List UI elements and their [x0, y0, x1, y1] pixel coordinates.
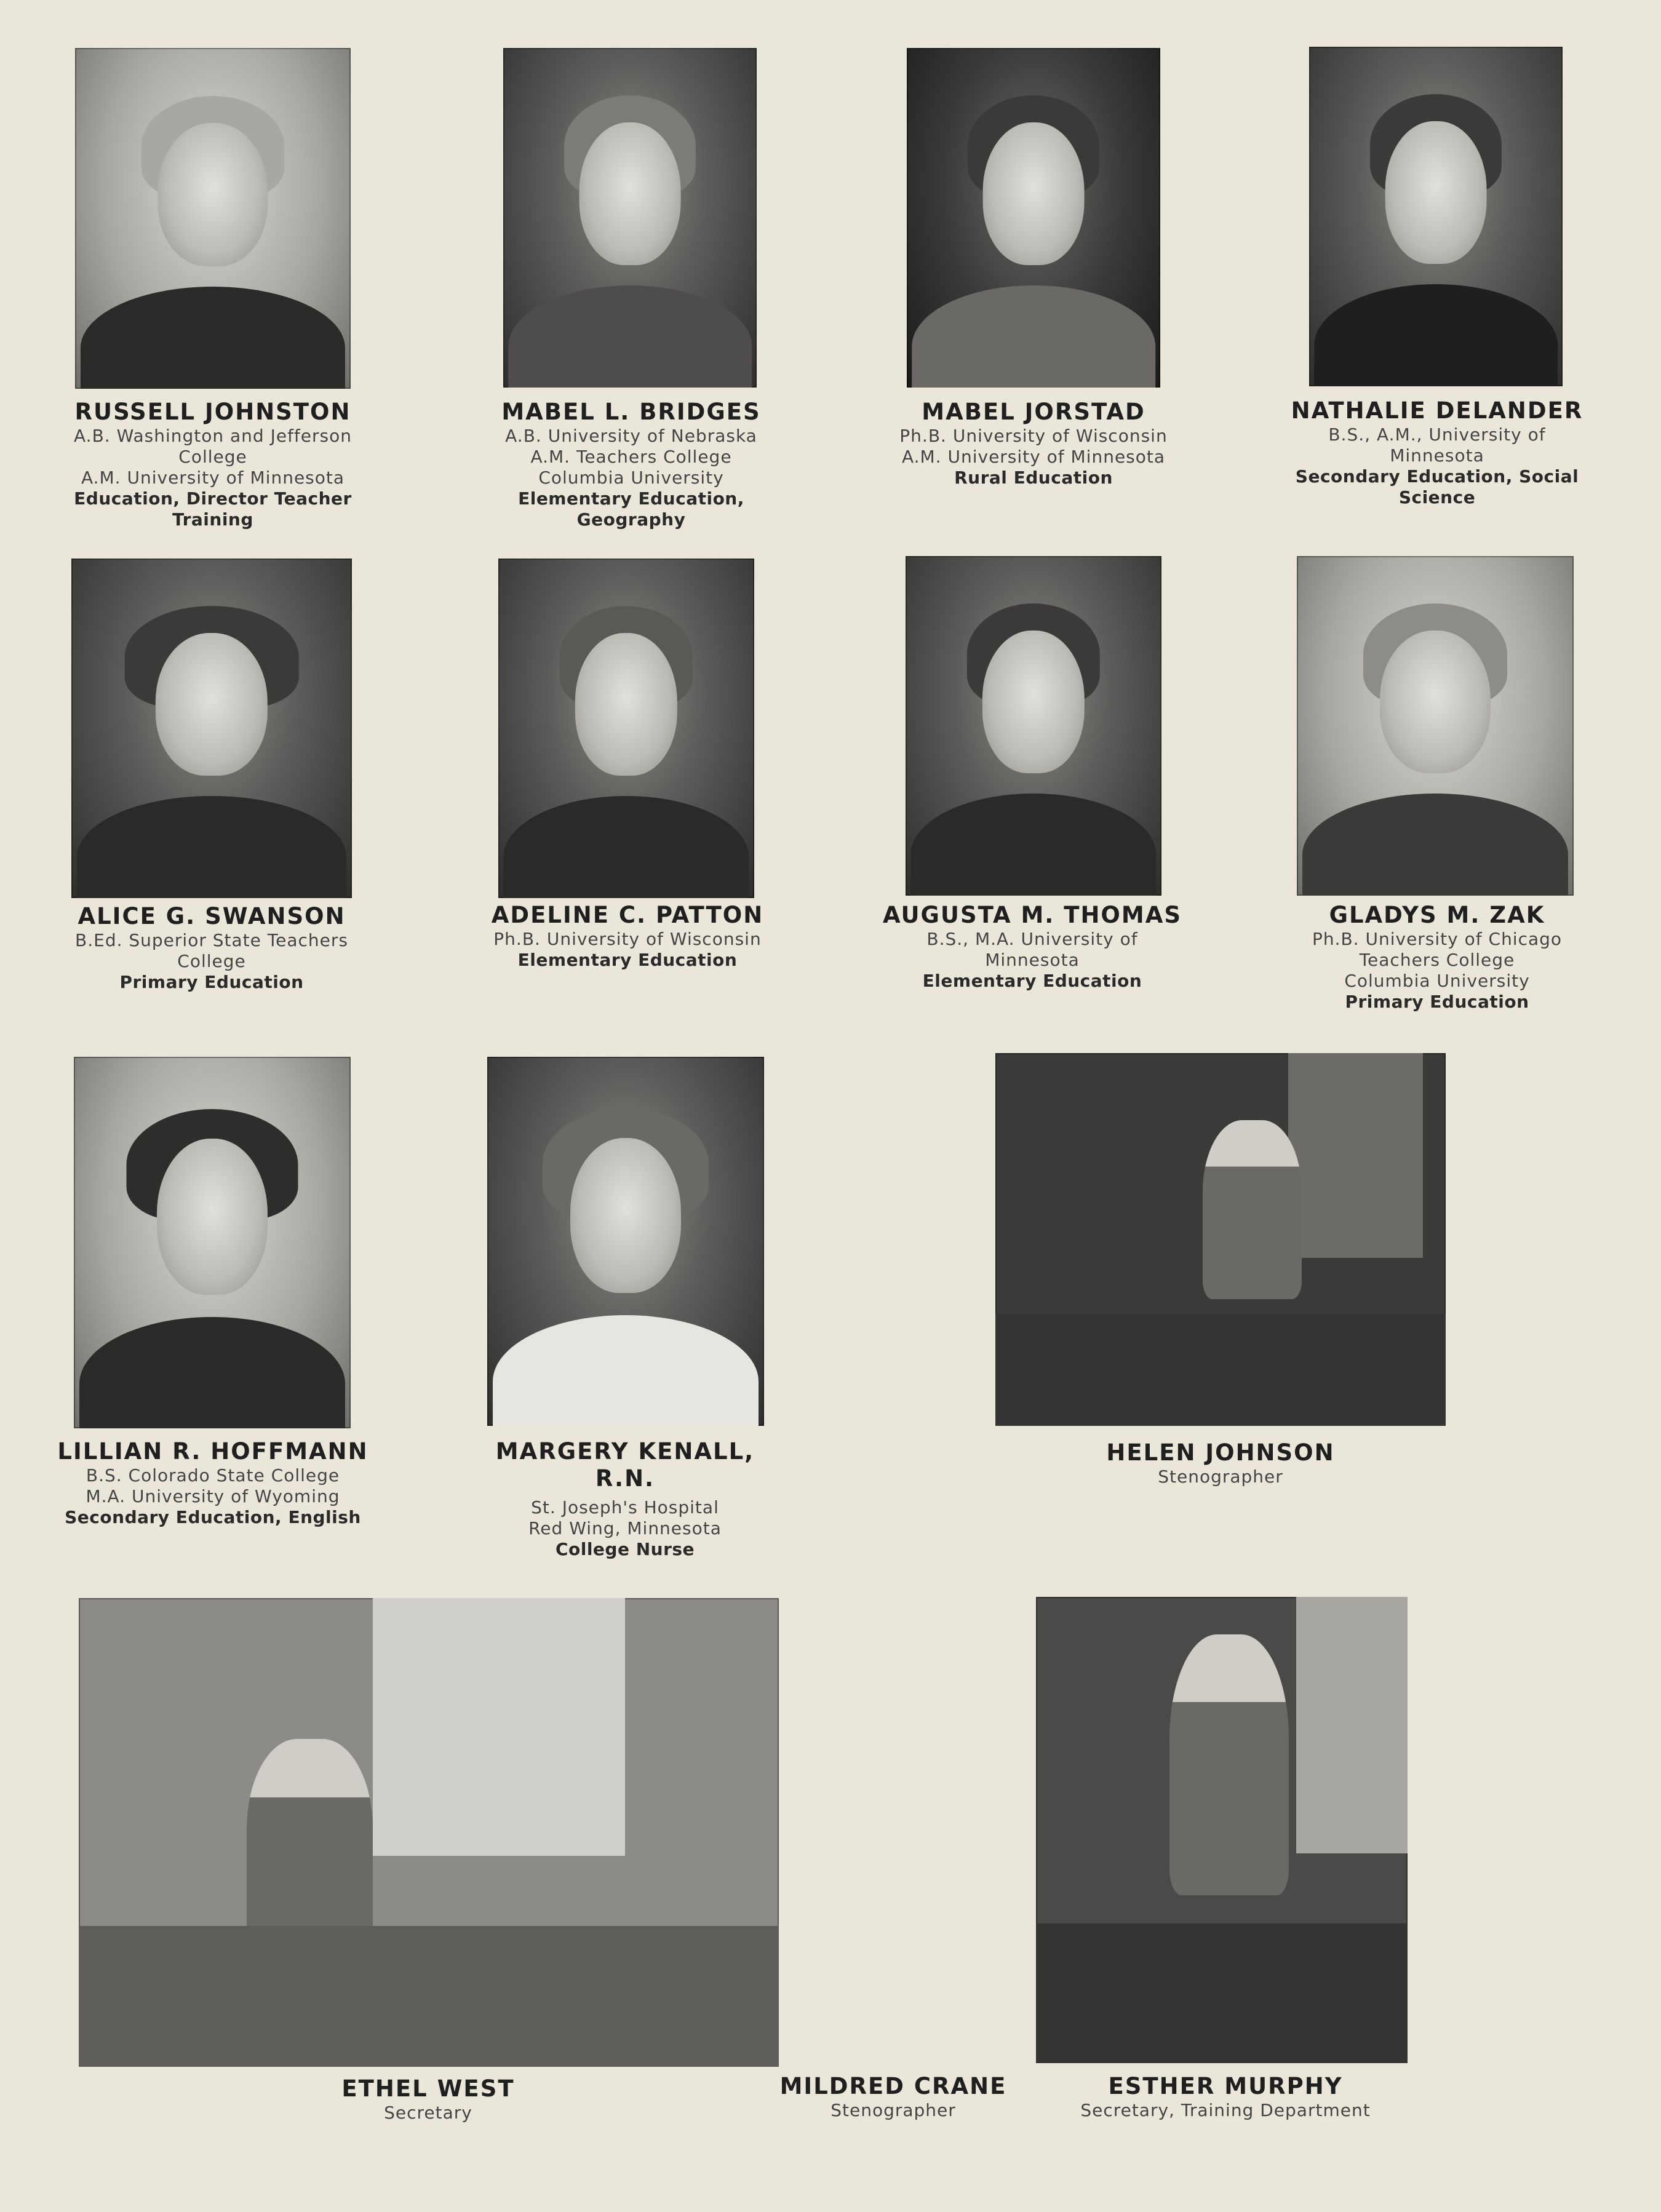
staff-entry-mildred-crane	[723, 2073, 1063, 2121]
faculty-name: AUGUSTA M. THOMAS	[882, 902, 1182, 928]
faculty-entry-margery-kenall	[455, 1438, 795, 1560]
faculty-department: College Nurse	[555, 1539, 695, 1559]
faculty-degree-line: M.A. University of Wyoming	[86, 1486, 340, 1506]
staff-title: Stenographer	[1158, 1466, 1283, 1487]
faculty-department: Primary Education	[119, 972, 304, 992]
photo-person	[1169, 1634, 1288, 1895]
photo-russell-johnston	[75, 48, 351, 389]
faculty-degree-line: B.S., M.A. University of	[926, 929, 1138, 949]
photo-torso	[508, 285, 752, 388]
faculty-degree-line: Columbia University	[1344, 971, 1530, 991]
faculty-department: Geography	[576, 509, 686, 530]
faculty-name: LILLIAN R. HOFFMANN	[57, 1438, 368, 1465]
photo-face	[1385, 121, 1487, 264]
photo-adeline-patton	[498, 559, 754, 898]
faculty-name: ADELINE C. PATTON	[491, 902, 764, 928]
photo-augusta-thomas	[906, 556, 1161, 896]
faculty-degree-line: Ph.B. University of Wisconsin	[493, 929, 762, 949]
faculty-department: Elementary Education	[517, 950, 738, 970]
faculty-degree-line: St. Joseph's Hospital	[531, 1497, 719, 1518]
faculty-degree-line: A.B. University of Nebraska	[505, 426, 757, 446]
faculty-department: Rural Education	[954, 467, 1113, 488]
faculty-name: MARGERY KENALL,	[495, 1438, 755, 1465]
faculty-degree-line: Red Wing, Minnesota	[528, 1518, 722, 1538]
photo-alice-swanson	[71, 559, 352, 898]
faculty-name: MABEL JORSTAD	[922, 399, 1145, 425]
photo-desk	[1036, 1924, 1408, 2063]
faculty-department: Science	[1398, 487, 1476, 507]
faculty-entry-adeline-patton	[458, 902, 797, 971]
staff-name: ETHEL WEST	[341, 2075, 515, 2102]
photo-mabel-bridges	[503, 48, 757, 388]
faculty-degree-line: B.Ed. Superior State Teachers	[75, 930, 348, 950]
photo-nathalie-delander	[1309, 47, 1563, 386]
photo-window	[373, 1598, 625, 1856]
faculty-name: NATHALIE DELANDER	[1291, 397, 1583, 424]
photo-torso	[912, 285, 1155, 388]
photo-face	[570, 1138, 681, 1293]
photo-esther-murphy	[1036, 1597, 1408, 2063]
faculty-degree-line: Minnesota	[985, 950, 1080, 970]
staff-entry-ethel-west	[258, 2075, 598, 2123]
faculty-name: MABEL L. BRIDGES	[501, 399, 761, 425]
staff-entry-esther-murphy	[1056, 2073, 1395, 2121]
faculty-degree-line: Columbia University	[538, 467, 724, 488]
faculty-department: Training	[172, 509, 253, 530]
faculty-name: GLADYS M. ZAK	[1329, 902, 1545, 928]
faculty-degree-line: College	[178, 447, 247, 467]
faculty-degree-line: B.S., A.M., University of	[1328, 424, 1546, 445]
photo-face	[1380, 631, 1491, 773]
faculty-degree-line: A.B. Washington and Jefferson	[74, 426, 352, 446]
faculty-degree-line: Teachers College	[1359, 950, 1515, 970]
staff-title: Secretary	[384, 2103, 472, 2123]
staff-name: ESTHER MURPHY	[1108, 2073, 1343, 2099]
faculty-degree-line: A.M. University of Minnesota	[81, 467, 345, 488]
photo-lillian-hoffmann	[74, 1057, 351, 1428]
staff-name: MILDRED CRANE	[779, 2073, 1007, 2099]
faculty-degree-line: B.S. Colorado State College	[86, 1465, 340, 1486]
faculty-name: RUSSELL JOHNSTON	[74, 399, 351, 425]
faculty-entry-russell-johnston	[43, 399, 383, 530]
photo-face	[575, 633, 677, 776]
photo-torso	[910, 794, 1156, 896]
staff-title: Secretary, Training Department	[1080, 2100, 1371, 2120]
staff-title: Stenographer	[830, 2100, 956, 2120]
faculty-degree-line: Ph.B. University of Wisconsin	[899, 426, 1168, 446]
faculty-department: Secondary Education, English	[65, 1507, 361, 1527]
faculty-name: ALICE G. SWANSON	[78, 903, 346, 929]
faculty-entry-augusta-thomas	[862, 902, 1202, 992]
photo-helen-johnson	[995, 1053, 1446, 1426]
photo-torso	[493, 1315, 759, 1426]
faculty-entry-gladys-zak	[1267, 902, 1607, 1013]
photo-ethel-west	[79, 1598, 779, 2067]
photo-gladys-zak	[1297, 556, 1574, 896]
faculty-entry-lillian-hoffmann	[34, 1438, 391, 1528]
faculty-entry-nathalie-delander	[1267, 397, 1607, 508]
faculty-degree-line: College	[177, 951, 246, 971]
photo-face	[157, 123, 268, 266]
photo-mabel-jorstad	[907, 48, 1160, 388]
photo-desk	[995, 1314, 1446, 1426]
faculty-department: Education, Director Teacher	[74, 488, 352, 509]
photo-torso	[1314, 284, 1558, 386]
photo-face	[157, 1139, 268, 1295]
faculty-department: Primary Education	[1345, 992, 1529, 1012]
photo-desk	[79, 1926, 779, 2067]
photo-torso	[79, 1317, 345, 1428]
photo-face	[983, 122, 1085, 265]
photo-window	[1296, 1597, 1408, 1853]
photo-torso	[77, 796, 346, 898]
photo-person	[1203, 1120, 1302, 1299]
photo-face	[580, 122, 681, 265]
faculty-department: Secondary Education, Social	[1295, 466, 1579, 487]
faculty-department: Elementary Education,	[518, 488, 744, 509]
faculty-entry-mabel-bridges	[461, 399, 801, 530]
faculty-degree-line: Ph.B. University of Chicago	[1312, 929, 1563, 949]
photo-face	[982, 631, 1085, 773]
photo-torso	[503, 796, 749, 898]
photo-margery-kenall	[487, 1057, 764, 1426]
faculty-degree-line: A.M. University of Minnesota	[901, 447, 1166, 467]
photo-window	[1288, 1053, 1424, 1258]
faculty-name-suffix: R.N.	[595, 1465, 655, 1492]
photo-face	[156, 633, 268, 776]
photo-torso	[1302, 794, 1568, 896]
faculty-entry-alice-swanson	[42, 903, 381, 993]
staff-entry-helen-johnson	[1051, 1439, 1390, 1487]
faculty-degree-line: A.M. Teachers College	[530, 447, 732, 467]
faculty-degree-line: Minnesota	[1390, 445, 1484, 466]
faculty-entry-mabel-jorstad	[864, 399, 1203, 488]
photo-torso	[81, 287, 345, 389]
staff-name: HELEN JOHNSON	[1106, 1439, 1335, 1466]
faculty-department: Elementary Education	[922, 971, 1142, 991]
